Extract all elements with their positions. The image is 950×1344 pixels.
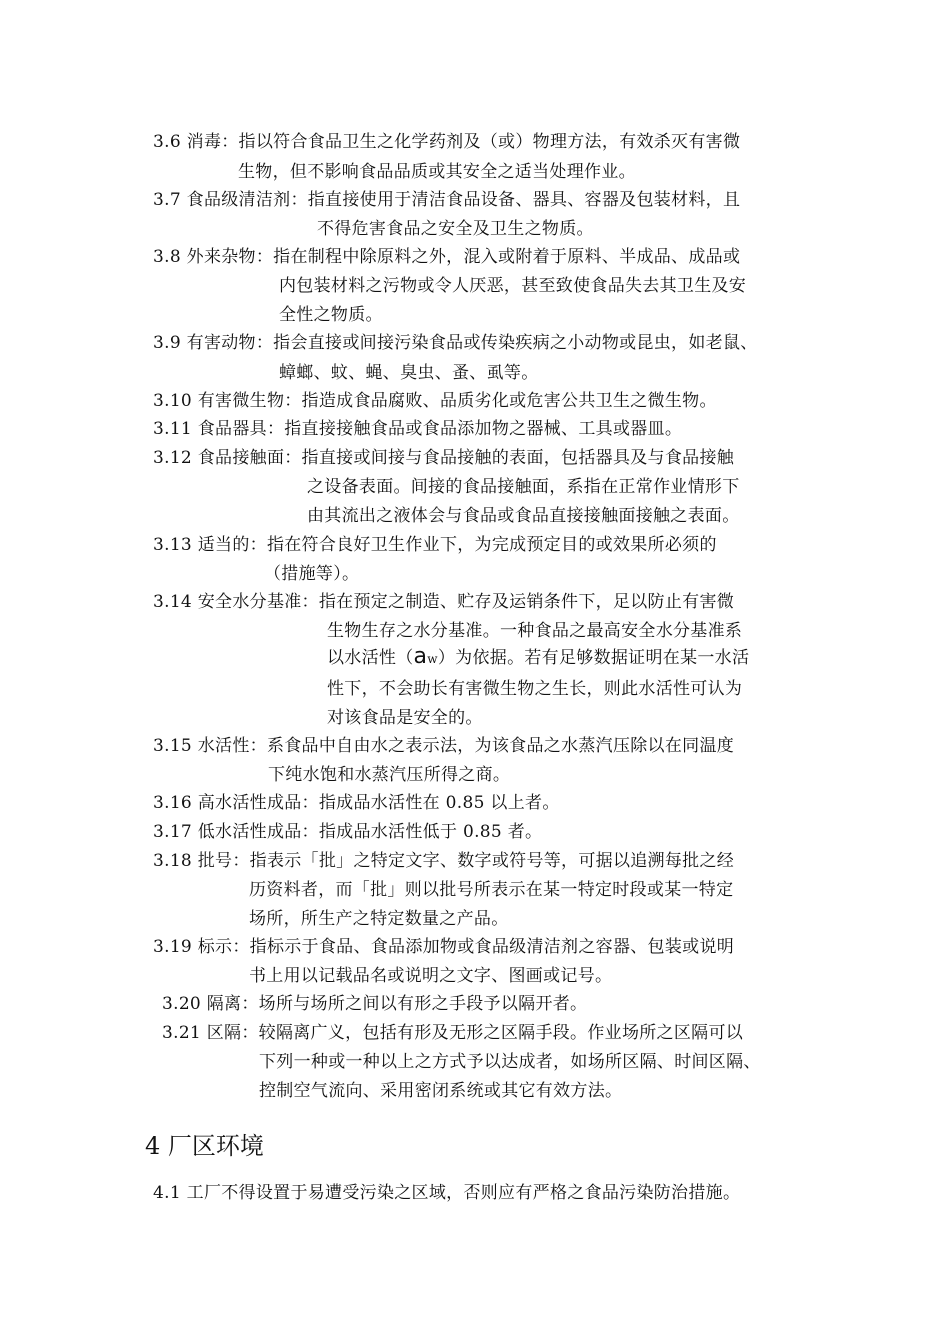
definition-3-6-line-1: 3.6 消毒：指以符合食品卫生之化学药剂及（或）物理方法，有效杀灭有害微	[153, 132, 741, 152]
definition-3-7-line-2: 不得危害食品之安全及卫生之物质。	[317, 219, 594, 239]
definition-3-8-line-1: 3.8 外来杂物：指在制程中除原料之外，混入或附着于原料、半成品、成品或	[153, 247, 741, 267]
definition-3-18-line-2: 历资料者，而「批」则以批号所表示在某一特定时段或某一特定	[249, 880, 734, 900]
definition-3-19-line-2: 书上用以记载品名或说明之文字、图画或记号。	[249, 966, 613, 986]
definition-3-14-line-5: 对该食品是安全的。	[327, 708, 483, 728]
definition-3-10: 3.10 有害微生物：指造成食品腐败、品质劣化或危害公共卫生之微生物。	[153, 391, 717, 411]
definition-3-14-line-4: 性下，不会助长有害微生物之生长，则此水活性可认为	[327, 679, 743, 699]
definition-3-20: 3.20 隔离：场所与场所之间以有形之手段予以隔开者。	[162, 994, 588, 1014]
water-activity-symbol-a: a	[413, 644, 428, 669]
definition-3-12-line-2: 之设备表面。间接的食品接触面，系指在正常作业情形下	[307, 477, 740, 497]
definition-3-15-line-1: 3.15 水活性：系食品中自由水之表示法，为该食品之水蒸汽压除以在同温度	[153, 736, 735, 756]
section-heading: 4 厂区环境	[145, 1132, 264, 1160]
definition-3-6-line-2: 生物，但不影响食品品质或其安全之适当处理作业。	[238, 162, 636, 182]
definition-3-9-line-2: 蟑螂、蚊、蝇、臭虫、蚤、虱等。	[279, 363, 539, 383]
definition-3-13-line-2: （措施等）。	[264, 564, 360, 584]
definition-3-7-line-1: 3.7 食品级清洁剂：指直接使用于清洁食品设备、器具、容器及包装材料，且	[153, 190, 741, 210]
definition-3-21-line-3: 控制空气流向、采用密闭系统或其它有效方法。	[259, 1081, 623, 1101]
aw-line-after: ）为依据。若有足够数据证明在某一水活	[437, 648, 750, 668]
definition-3-17: 3.17 低水活性成品：指成品水活性低于 0.85 者。	[153, 822, 543, 842]
definition-3-14-line-2: 生物生存之水分基准。一种食品之最高安全水分基准系	[327, 621, 743, 641]
definition-3-16: 3.16 高水活性成品：指成品水活性在 0.85 以上者。	[153, 793, 560, 813]
definition-3-18-line-1: 3.18 批号：指表示「批」之特定文字、数字或符号等，可据以追溯每批之经	[153, 851, 735, 871]
definition-3-12-line-3: 由其流出之液体会与食品或食品直接接触面接触之表面。	[307, 506, 740, 526]
definition-3-14-line-3	[327, 646, 749, 670]
definition-3-8-line-2: 内包装材料之污物或令人厌恶，甚至致使食品失去其卫生及安	[279, 276, 747, 296]
definition-3-12-line-1: 3.12 食品接触面：指直接或间接与食品接触的表面，包括器具及与食品接触	[153, 448, 735, 468]
definition-3-13-line-1: 3.13 适当的：指在符合良好卫生作业下，为完成预定目的或效果所必须的	[153, 535, 717, 555]
definition-3-21-line-2: 下列一种或一种以上之方式予以达成者，如场所区隔、时间区隔、	[259, 1052, 761, 1072]
aw-line-before: 以水活性（	[327, 648, 414, 668]
definition-3-19-line-1: 3.19 标示：指标示于食品、食品添加物或食品级清洁剂之容器、包装或说明	[153, 937, 735, 957]
definition-3-11: 3.11 食品器具：指直接接触食品或食品添加物之器械、工具或器皿。	[153, 419, 683, 439]
definition-3-8-line-3: 全性之物质。	[279, 305, 383, 325]
definition-3-18-line-3: 场所，所生产之特定数量之产品。	[249, 909, 509, 929]
definition-3-9-line-1: 3.9 有害动物：指会直接或间接污染食品或传染疾病之小动物或昆虫，如老鼠、	[153, 333, 758, 353]
definition-3-21-line-1: 3.21 区隔：较隔离广义，包括有形及无形之区隔手段。作业场所之区隔可以	[162, 1023, 744, 1043]
section-item-4-1: 4.1 工厂不得设置于易遭受污染之区域，否则应有严格之食品污染防治措施。	[153, 1183, 741, 1203]
definition-3-14-line-1: 3.14 安全水分基准：指在预定之制造、贮存及运销条件下，足以防止有害微	[153, 592, 735, 612]
definition-3-15-line-2: 下纯水饱和水蒸汽压所得之商。	[268, 765, 511, 785]
water-activity-subscript-w: w	[427, 652, 438, 666]
